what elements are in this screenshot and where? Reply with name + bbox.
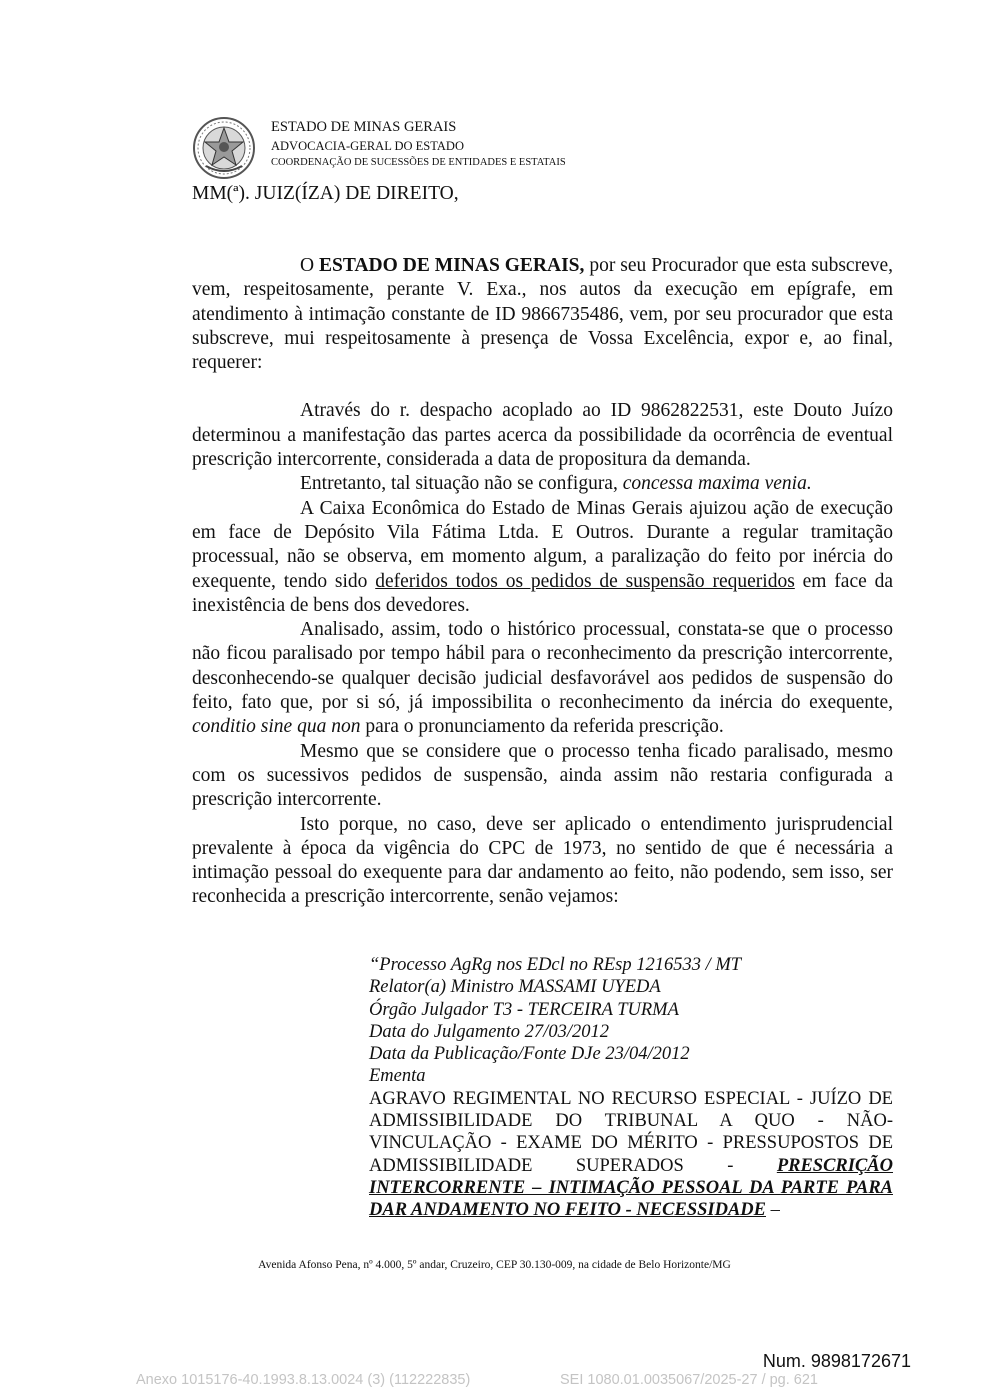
document-body <box>192 254 893 910</box>
citation-processo: “Processo AgRg nos EDcl no REsp 1216533 / MT <box>369 955 742 975</box>
p3-text2: em face da inexistência de bens dos devedores. <box>192 570 893 616</box>
sei-reference: SEI 1080.01.0035067/2025-27 / pg. 621 <box>560 1372 818 1388</box>
ementa-tail: – <box>766 1200 780 1221</box>
letterhead-agency: ADVOCACIA-GERAL DO ESTADO <box>271 139 464 153</box>
citation-ementa-label: Ementa <box>369 1066 426 1087</box>
paragraph-caixa <box>192 497 893 618</box>
p3-text1: A Caixa Econômica do Estado de Minas Gerais ajuizou ação de execução em face de Depósito Vila Fátima Ltda. E Outros. Durante a regular tramitação processual, não se observa, em momento algum, a paralização do feito por inércia do exequente, tendo sido <box>192 497 893 592</box>
coat-of-arms-icon <box>192 116 256 180</box>
citation-ementa <box>369 1088 893 1222</box>
paragraph-mesmo-que: Mesmo que se considere que o processo tenha ficado paralisado, mesmo com os sucessivos pedidos de suspensão, ainda assim não restaria configurada a prescrição intercorrente. <box>192 740 893 811</box>
paragraph-despacho: Através do r. despacho acoplado ao ID 9862822531, este Douto Juízo determinou a manifestação das partes acerca da possibilidade da ocorrência de eventual prescrição intercorrente, considerada a data de propositura da demanda. <box>192 400 893 471</box>
p4-text2: para o pronunciamento da referida prescrição. <box>360 716 724 738</box>
intro-party: ESTADO DE MINAS GERAIS, <box>319 255 585 276</box>
p4-italic: conditio sine qua non <box>192 716 361 738</box>
document-number-stamp: Num. 9898172671 <box>762 1351 911 1371</box>
paragraph-isto-porque: Isto porque, no caso, deve ser aplicado o entendimento jurisprudencial prevalente à época da vigência do CPC de 1973, no sentido de que é necessária a intimação pessoal do exequente para dar andamento ao feito, não podendo, sem isso, ser reconhecida a prescrição intercorrente, senão vejamos: <box>192 813 893 908</box>
intro-paragraph <box>192 254 893 375</box>
ementa-emphasis: PRESCRIÇÃO INTERCORRENTE – INTIMAÇÃO PESSOAL DA PARTE PARA DAR ANDAMENTO NO FEITO - NECESSIDADE <box>369 1155 893 1221</box>
footer-address: Avenida Afonso Pena, nº 4.000, 5º andar, Cruzeiro, CEP 30.130-009, na cidade de Belo Horizonte/MG <box>258 1259 731 1271</box>
letterhead-state: ESTADO DE MINAS GERAIS <box>271 119 457 135</box>
intro-rest: por seu Procurador que esta subscreve, vem, respeitosamente, perante V. Exa., nos autos da execução em epígrafe, em atendimento à intimação constante de ID 9866735486, vem, por seu procurador que esta subscreve, mui respeitosamente à presença de Vossa Excelência, expor e, ao final, requerer: <box>192 255 893 374</box>
paragraph-entretanto <box>192 472 893 496</box>
ementa-text: AGRAVO REGIMENTAL NO RECURSO ESPECIAL - JUÍZO DE ADMISSIBILIDADE DO TRIBUNAL A QUO - NÃO-VINCULAÇÃO - EXAME DO MÉRITO - PRESSUPOSTOS DE ADMISSIBILIDADE SUPERADOS - <box>369 1088 893 1176</box>
p2-text: Entretanto, tal situação não se configura, <box>300 473 623 495</box>
letterhead <box>192 114 652 176</box>
annex-reference: Anexo 1015176-40.1993.8.13.0024 (3) (112222835) <box>136 1372 471 1388</box>
case-citation <box>369 954 893 1222</box>
annex-stamp <box>136 1370 916 1390</box>
salutation: MM(ª). JUIZ(ÍZA) DE DIREITO, <box>192 183 459 204</box>
p4-text1: Analisado, assim, todo o histórico processual, constata-se que o processo não ficou paralisado por tempo hábil para o reconhecimento da prescrição intercorrente, desconhecendo-se qualquer decisão judicial desfavorável aos pedidos de suspensão do feito, fato que, por si só, já impossibilita o reconhecimento da inércia do exequente, <box>192 619 893 714</box>
p2-italic: concessa maxima venia. <box>622 473 812 495</box>
citation-julgamento: Data do Julgamento 27/03/2012 <box>369 1021 609 1042</box>
citation-orgao: Órgão Julgador T3 - TERCEIRA TURMA <box>369 999 679 1020</box>
citation-relator: Relator(a) Ministro MASSAMI UYEDA <box>369 977 661 998</box>
letterhead-department: COORDENAÇÃO DE SUCESSÕES DE ENTIDADES E ESTATAIS <box>271 157 566 168</box>
citation-publicacao: Data da Publicação/Fonte DJe 23/04/2012 <box>369 1044 690 1065</box>
paragraph-analisado <box>192 618 893 739</box>
intro-lead: O <box>300 255 320 276</box>
p3-underlined: deferidos todos os pedidos de suspensão requeridos <box>375 570 795 592</box>
